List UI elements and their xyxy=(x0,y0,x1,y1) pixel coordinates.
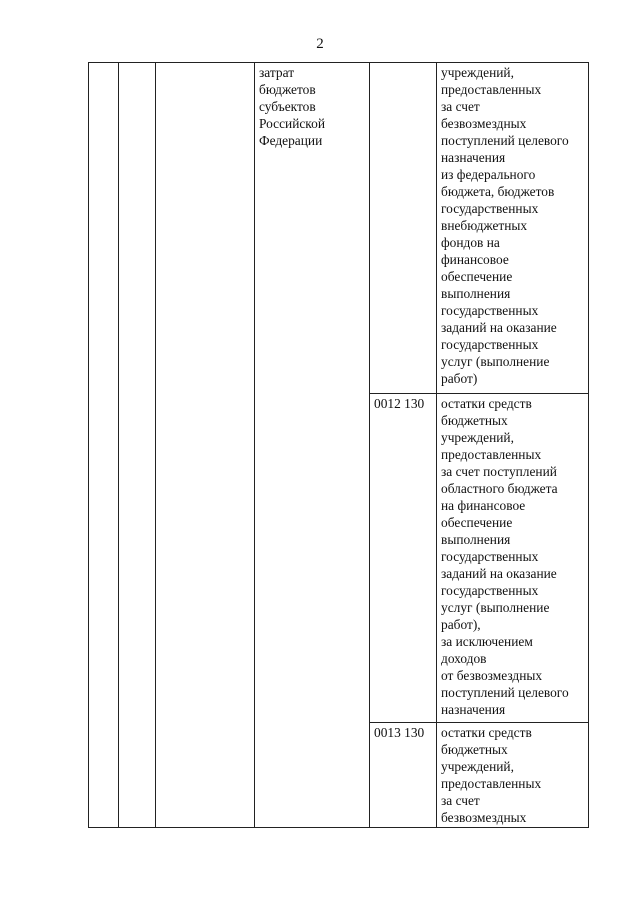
description-cell: остатки средств бюджетных учреждений, предоставленных за счет безвозмездных xyxy=(437,723,589,828)
page-number: 2 xyxy=(316,36,324,52)
code-cell: 0012 130 xyxy=(370,394,437,723)
column-2-cell xyxy=(119,63,156,828)
table-row xyxy=(89,63,589,394)
column-3-cell xyxy=(156,63,255,828)
code-cell xyxy=(370,63,437,394)
description-cell: учреждений, предоставленных за счет безвозмездных поступлений целевого назначения из федерального бюджета, бюджетов государственных внебюджетных фондов на финансовое обеспечение выполнения государственных заданий на оказание государственных услуг (выполнение работ) xyxy=(437,63,589,394)
description-cell: остатки средств бюджетных учреждений, предоставленных за счет поступлений областного бюджета на финансовое обеспечение выполнения государственных заданий на оказание государственных услуг (выполнение работ), за исключением доходов от безвозмездных поступлений целевого назначения xyxy=(437,394,589,723)
code-cell: 0013 130 xyxy=(370,723,437,828)
column-1-cell xyxy=(89,63,119,828)
document-table xyxy=(88,62,589,828)
column-4-cell: затрат бюджетов субъектов Российской Федерации xyxy=(255,63,370,828)
